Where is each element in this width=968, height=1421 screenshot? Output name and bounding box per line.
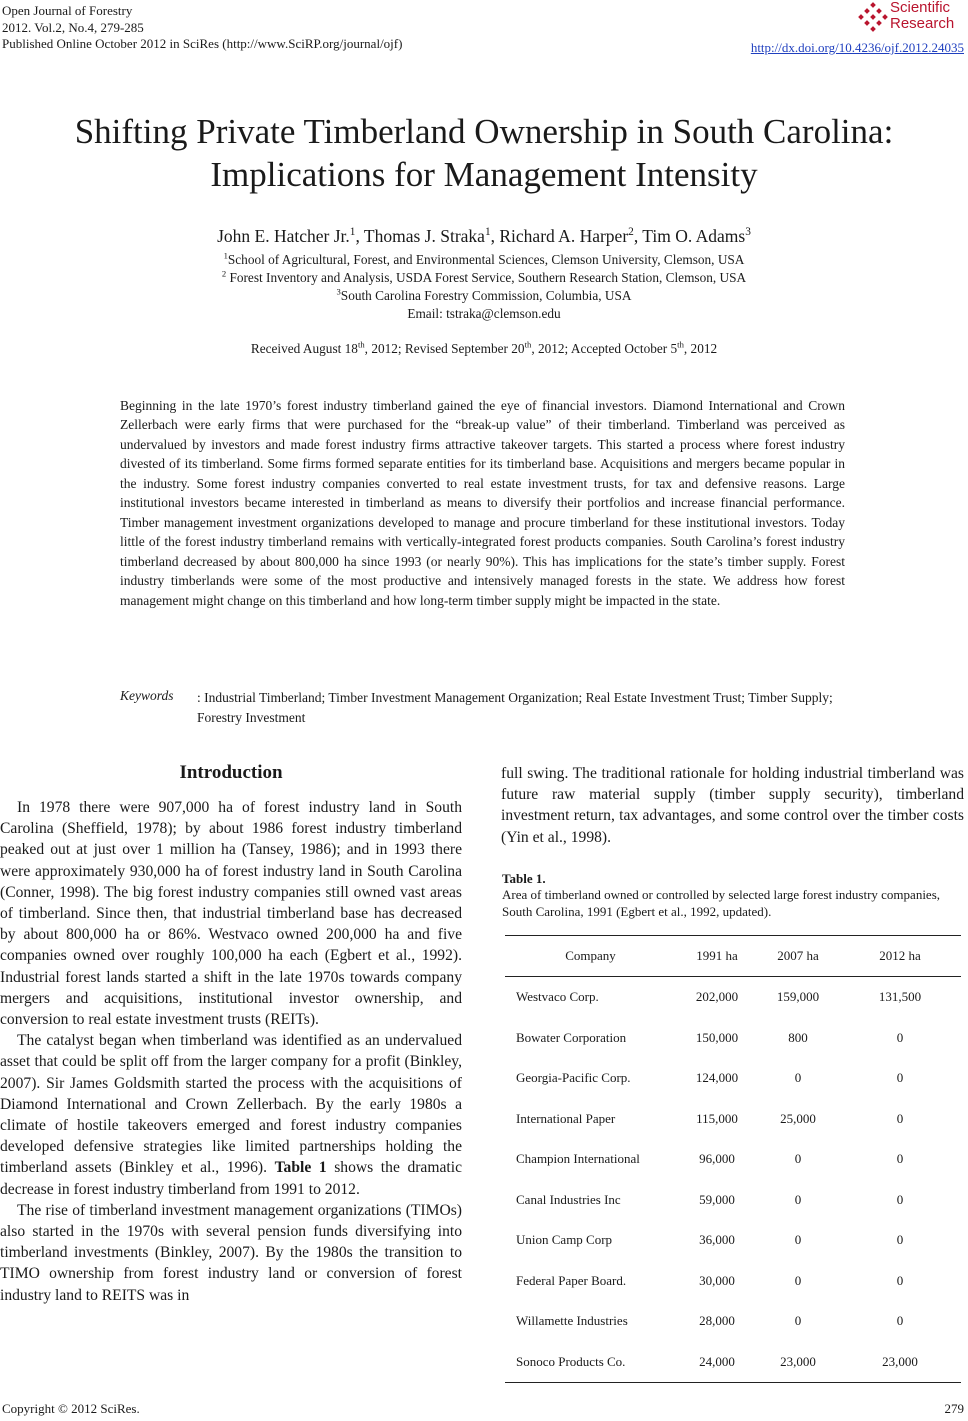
page-number: 279	[944, 1401, 964, 1416]
value-cell: 0	[794, 1070, 802, 1086]
value-cell: 0	[794, 1313, 802, 1329]
table-row	[505, 1139, 961, 1180]
logo-text-line1: Scientific	[890, 0, 951, 16]
published-online: Published Online October 2012 in SciRes (http://www.SciRP.org/journal/ojf)	[2, 36, 403, 51]
column-header: Company	[505, 936, 677, 977]
value-cell: 96,000	[699, 1151, 735, 1167]
column-header: 2012 ha	[839, 936, 961, 977]
value-cell: 800	[788, 1029, 808, 1045]
table-row	[505, 1180, 961, 1221]
value-cell: 36,000	[699, 1232, 735, 1248]
paragraph: full swing. The traditional rationale for holding industrial timberland was future raw material supply (timber supply security), timberland investment return, tax advantages, and some control over the timber costs (Yin et al., 1998).	[501, 765, 964, 846]
value-cell: 0	[896, 1313, 904, 1329]
received-dates: Received August 18th, 2012; Revised September 20th, 2012; Accepted October 5th, 2012	[250, 339, 718, 356]
value-cell: 150,000	[695, 1029, 739, 1045]
value-cell: 23,000	[839, 1342, 961, 1383]
journal-header	[2, 3, 402, 53]
value-cell: 124,000	[695, 1070, 739, 1086]
author-affil-sup: 2	[628, 226, 634, 239]
right-column	[501, 763, 964, 848]
paragraph: In 1978 there were 907,000 ha of forest industry land in South Carolina (Sheffield, 1978); by about 1986 forest industry timberland peaked out at just over 1 million ha (Tansey, 1986); and in 1993 there were approximately 930,000 ha of forest industry land in South Carolina (Conner, 1998). The big forest industry companies still owned vast areas of timberland. Since then, that industrial timberland base has decreased by about 800,000 ha or 86%. Westvaco owned 200,000 ha and five companies owned over roughly 100,000 ha each (Egbert et al., 1992). Industrial forest lands started a shift in the late 1970s towards company mergers and acquisitions, institutional investor ownership, and conversion to real estate investment trusts (REITs).	[0, 799, 462, 1029]
value-cell: 0	[896, 1110, 904, 1126]
logo-diamond-icon	[858, 2, 888, 32]
table-row	[505, 1099, 961, 1140]
title-line-2: Implications for Management Intensity	[210, 155, 758, 194]
value-cell: 159,000	[776, 989, 820, 1005]
value-cell: 25,000	[780, 1110, 816, 1126]
author-affil-sup: 3	[745, 226, 751, 239]
value-cell: 0	[794, 1191, 802, 1207]
keywords: : Industrial Timberland; Timber Investment Management Organization; Real Estate Investment Trust; Timber Supply; Forestry Investment	[197, 690, 833, 725]
scientific-research-logo	[858, 0, 964, 36]
column-header: 2007 ha	[757, 936, 839, 977]
journal-volume: 2012. Vol.2, No.4, 279-285	[2, 19, 144, 35]
company-cell: Georgia-Pacific Corp.	[516, 1070, 631, 1086]
author-name: Tim O. Adams	[642, 226, 746, 246]
value-cell: 0	[896, 1232, 904, 1248]
keywords-label: Keywords	[120, 688, 174, 703]
value-cell: 115,000	[696, 1110, 738, 1126]
company-cell: Champion International	[516, 1151, 640, 1167]
value-cell: 131,500	[878, 989, 922, 1005]
value-cell: 0	[794, 1151, 802, 1167]
value-cell: 0	[794, 1272, 802, 1288]
table-label: Table 1.	[502, 871, 546, 886]
value-cell: 0	[896, 1191, 904, 1207]
affiliation-2: $^2$ Forest Inventory and Analysis, USDA Forest Service, Southern Research Station, Clemson, USA	[221, 268, 747, 285]
author-name: John E. Hatcher Jr.	[217, 226, 350, 246]
author-sep: ,	[355, 226, 364, 246]
logo-text-line2: Research	[890, 15, 955, 32]
value-cell: 0	[896, 1070, 904, 1086]
timberland-table	[505, 935, 961, 1383]
company-cell: Bowater Corporation	[516, 1029, 627, 1045]
author-name: Thomas J. Straka	[363, 226, 485, 246]
value-cell: 59,000	[699, 1191, 735, 1207]
table-row	[505, 977, 961, 1018]
table-caption: Area of timberland owned or controlled by selected large forest industry companies, South Carolina, 1991 (Egbert et al., 1992, updated).	[502, 887, 941, 919]
copyright-footer: Copyright © 2012 SciRes.	[2, 1401, 140, 1416]
value-cell: 30,000	[699, 1272, 735, 1288]
section-heading-introduction: Introduction	[179, 762, 283, 783]
table-row	[505, 1342, 961, 1383]
author-list	[0, 226, 968, 247]
value-cell: 0	[896, 1029, 904, 1045]
company-cell: Westvaco Corp.	[516, 989, 599, 1005]
table-row	[505, 1058, 961, 1099]
column-header: 1991 ha	[677, 936, 757, 977]
affiliation-1: $^1$School of Agricultural, Forest, and Environmental Sciences, Clemson University, Clemson, USA	[223, 250, 745, 267]
paragraph: The rise of timberland investment management organizations (TIMOs) also started in the 1970s with several pension funds diversifying into timberland investments (Binkley, 2007). By the 1980s the transition to TIMO ownership from forest industry land or conversion of forest industry land to REITS was in	[0, 1201, 462, 1304]
value-cell: 23,000	[757, 1342, 839, 1383]
value-cell: 0	[896, 1272, 904, 1288]
left-column	[0, 797, 462, 1306]
doi-link[interactable]: http://dx.doi.org/10.4236/ojf.2012.24035	[750, 40, 964, 55]
table-row	[505, 1220, 961, 1261]
author-sep: ,	[490, 226, 500, 246]
author-affil-sup: 1	[484, 226, 491, 239]
company-cell: International Paper	[516, 1110, 616, 1126]
paragraph: The catalyst began when timberland was identified as an undervalued asset that could be split off from the larger company for a profit (Binkley, 2007). Sir James Goldsmith started the process with the acquisitions of Diamond International and Crown Zellerbach. By the early 1980s a climate of hostile takeovers emerged and forest industry companies developed defensive strategies like limited partnerships holding the timberland assets (Binkley et al., 1996). Table 1 shows the dramatic decrease in forest industry timberland from 1991 to 2012.	[0, 1032, 462, 1198]
value-cell: 28,000	[699, 1313, 735, 1329]
company-cell: Sonoco Products Co.	[505, 1342, 677, 1383]
company-cell: Union Camp Corp	[516, 1232, 613, 1248]
abstract: Beginning in the late 1970’s forest industry timberland gained the eye of financial investors. Diamond International and Crown Zellerbach were early firms that were purchased for the “break-up value” of their timberland. Timberland was perceived as undervalued by investors and made forest industry firms attractive takeover targets. This started a process where forest industry divested of its timberland. Some firms formed separate entities for its timberland base. Acquisitions and mergers became popular in the industry. Some forest industry companies converted to real estate investment trusts, for tax and defensive reasons. Large institutional investors became interested in timberland as means to diversify their portfolios and increase financial performance. Timber management investment organizations developed to manage and procure timberland for these institutional investors. Today little of the forest industry timberland remains with vertically-integrated forest products companies. South Carolina’s forest industry timberland decreased by about 800,000 ha since 1993 (or nearly 90%). This has implications for the state’s timber supply. Forest industry timberlands were some of the most productive and intensively managed forests in the state. We address how forest management might change on this timberland and how long-term timber supply might be impacted in the state.	[120, 398, 845, 608]
table-row	[505, 1301, 961, 1342]
title-line-1: Shifting Private Timberland Ownership in South Carolina:	[74, 112, 894, 151]
table-header-row	[505, 936, 961, 977]
company-cell: Willamette Industries	[516, 1313, 628, 1329]
affiliation-3: $^3$South Carolina Forestry Commission, Columbia, USA	[336, 286, 632, 303]
table-row	[505, 1018, 961, 1059]
author-affil-sup: 1	[349, 226, 356, 239]
table-row	[505, 1261, 961, 1302]
value-cell: 0	[896, 1151, 904, 1167]
company-cell: Canal Industries Inc	[516, 1191, 621, 1207]
author-sep: ,	[633, 226, 643, 246]
paper-title	[0, 110, 968, 196]
journal-name: Open Journal of Forestry	[2, 3, 133, 18]
value-cell: 0	[794, 1232, 802, 1248]
company-cell: Federal Paper Board.	[516, 1272, 627, 1288]
table-reference-link[interactable]: Table 1	[274, 1159, 327, 1177]
value-cell: 24,000	[677, 1342, 757, 1383]
value-cell: 202,000	[695, 989, 739, 1005]
author-email: Email: tstraka@clemson.edu	[407, 306, 561, 321]
author-name: Richard A. Harper	[499, 226, 629, 246]
